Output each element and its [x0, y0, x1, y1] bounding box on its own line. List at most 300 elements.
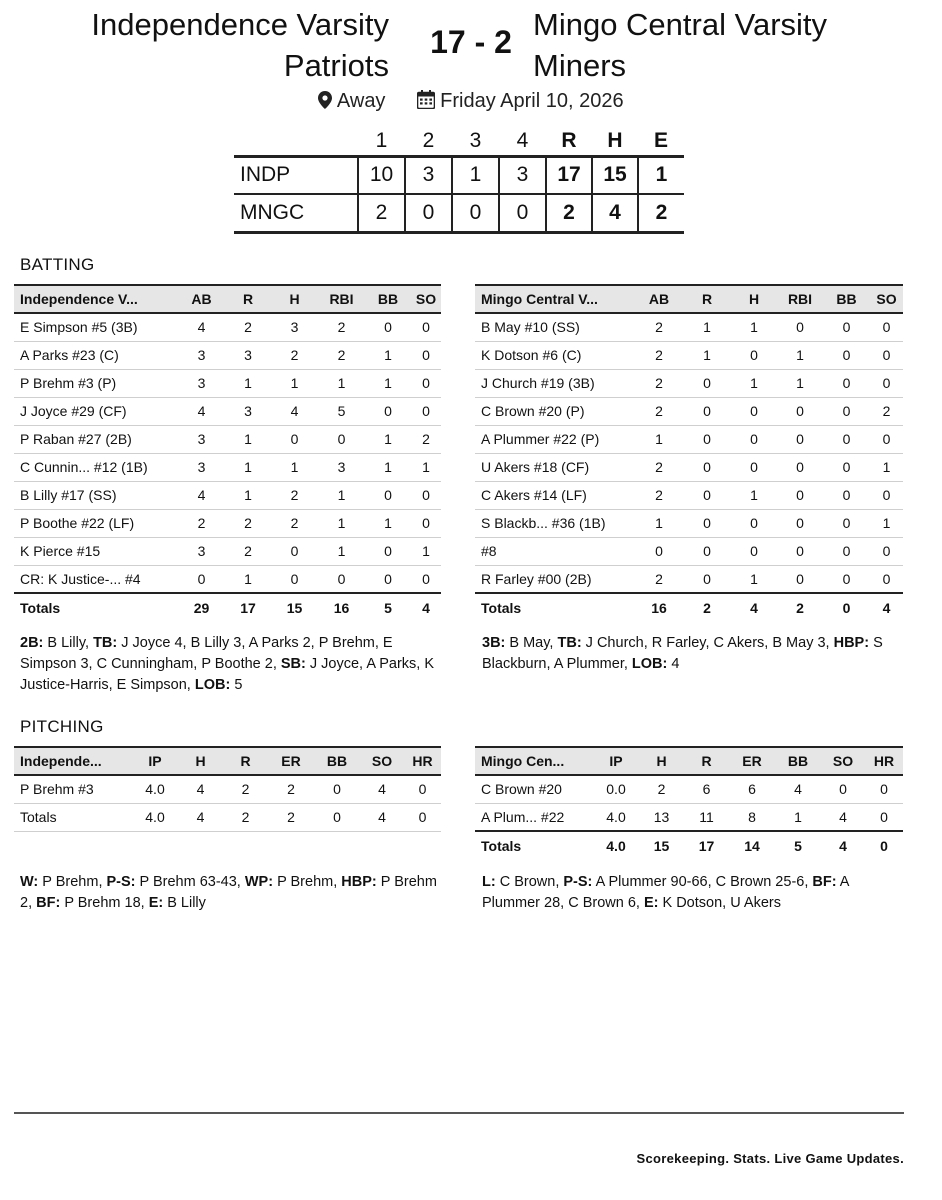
stat-cell: 4 [821, 803, 865, 831]
stat-cell: 1 [777, 341, 823, 369]
column-header: R [223, 747, 268, 775]
linescore-cell: 1 [452, 156, 499, 194]
stat-cell: 4 [178, 397, 225, 425]
stat-cell: 0 [777, 313, 823, 341]
stat-cell: 1 [318, 537, 365, 565]
stat-cell: 0 [683, 481, 731, 509]
note-label: BF: [36, 895, 61, 911]
stat-cell: 1 [870, 453, 903, 481]
stat-cell: 2 [318, 313, 365, 341]
totals-label: Totals [475, 831, 593, 859]
note-text: S Blackburn, A Plummer, [482, 635, 883, 672]
table-row [14, 369, 441, 397]
stat-cell: 0 [411, 341, 441, 369]
totals-cell: 4 [178, 803, 223, 831]
note-text: A Plummer 28, C Brown 6, [482, 874, 849, 911]
totals-cell: 2 [223, 803, 268, 831]
table-row [14, 453, 441, 481]
column-header: RBI [318, 285, 365, 313]
player-name: B Lilly #17 (SS) [14, 481, 178, 509]
player-name: A Parks #23 (C) [14, 341, 178, 369]
stat-cell: 0.0 [593, 775, 639, 803]
stat-cell: 2 [271, 341, 318, 369]
player-name: #8 [475, 537, 635, 565]
stat-cell: 2 [635, 453, 683, 481]
stat-cell: 2 [318, 341, 365, 369]
stat-cell: 2 [271, 509, 318, 537]
stat-cell: 0 [731, 425, 777, 453]
player-name: C Brown #20 (P) [475, 397, 635, 425]
table-row [475, 341, 903, 369]
linescore-cell: 4 [592, 194, 638, 232]
column-header: RBI [777, 285, 823, 313]
final-score: 17 - 2 [430, 24, 512, 60]
footer-divider [14, 1112, 904, 1114]
player-name: C Brown #20 [475, 775, 593, 803]
player-name: C Akers #14 (LF) [475, 481, 635, 509]
stat-cell: 0 [777, 453, 823, 481]
stat-cell: 1 [271, 453, 318, 481]
stat-cell: 0 [777, 397, 823, 425]
stat-cell: 4 [775, 775, 821, 803]
stat-cell: 1 [731, 481, 777, 509]
stat-cell: 0 [870, 341, 903, 369]
totals-cell: 17 [225, 593, 271, 621]
stat-cell: 2 [635, 481, 683, 509]
stat-cell: 2 [225, 509, 271, 537]
table-row [14, 509, 441, 537]
stat-cell: 2 [268, 775, 314, 803]
stat-cell: 0 [777, 537, 823, 565]
note-label: TB: [93, 635, 118, 651]
column-header: H [731, 285, 777, 313]
note-text: 5 [230, 677, 243, 693]
note-label: BF: [812, 874, 837, 890]
stat-cell: 4 [178, 313, 225, 341]
table-row [14, 341, 441, 369]
player-name: B May #10 (SS) [475, 313, 635, 341]
stat-cell: 1 [271, 369, 318, 397]
stat-cell: 3 [178, 369, 225, 397]
table-team-header: Mingo Cen... [475, 747, 593, 775]
stat-cell: 6 [729, 775, 775, 803]
linescore-header-cell: 2 [422, 129, 435, 153]
stat-cell: 0 [365, 565, 411, 593]
linescore-cell: 1 [638, 156, 684, 194]
player-name: P Raban #27 (2B) [14, 425, 178, 453]
stat-cell: 0 [365, 397, 411, 425]
table-row [475, 453, 903, 481]
column-header: BB [314, 747, 360, 775]
totals-label: Totals [14, 593, 178, 621]
stat-cell: 1 [870, 509, 903, 537]
totals-cell: 4 [821, 831, 865, 859]
note-label: P-S: [106, 874, 136, 890]
stat-cell: 0 [683, 565, 731, 593]
note-text: J Joyce 4, B Lilly 3, A Parks 2, P Brehm, E Simpson 3, C Cunningham, P Boothe 2, [20, 635, 393, 672]
table-row [14, 481, 441, 509]
totals-cell: 16 [635, 593, 683, 621]
note-label: SB: [280, 656, 306, 672]
stat-cell: 0 [870, 313, 903, 341]
stat-cell: 0 [823, 509, 870, 537]
note-text: K Dotson, U Akers [658, 895, 781, 911]
totals-cell: 0 [865, 831, 903, 859]
stat-cell: 4 [178, 481, 225, 509]
stat-cell: 1 [225, 369, 271, 397]
stat-cell: 1 [225, 481, 271, 509]
stat-cell: 2 [639, 775, 684, 803]
note-text: B Lilly, [43, 635, 94, 651]
totals-cell: 4.0 [593, 831, 639, 859]
totals-cell: 2 [777, 593, 823, 621]
stat-cell: 0 [683, 397, 731, 425]
stat-cell: 3 [178, 341, 225, 369]
stat-cell: 4 [178, 775, 223, 803]
linescore-row [234, 194, 684, 232]
home-team-line2: Patriots [283, 48, 389, 83]
stat-cell: 0 [411, 313, 441, 341]
note-label: HBP: [833, 635, 870, 651]
column-header: AB [635, 285, 683, 313]
pitching-section-title: PITCHING [20, 717, 104, 736]
table-row [475, 803, 903, 831]
table-row [14, 565, 441, 593]
linescore-cell: 2 [546, 194, 592, 232]
stat-cell: 0 [731, 537, 777, 565]
table-row [475, 369, 903, 397]
stat-cell: 0 [683, 453, 731, 481]
stat-cell: 0 [823, 425, 870, 453]
player-name: P Boothe #22 (LF) [14, 509, 178, 537]
stat-cell: 0 [823, 481, 870, 509]
stat-cell: 0 [318, 565, 365, 593]
totals-cell: 4 [360, 803, 404, 831]
totals-cell: 5 [775, 831, 821, 859]
player-name: P Brehm #3 [14, 775, 132, 803]
note-label: L: [482, 874, 496, 890]
column-header: R [683, 285, 731, 313]
stat-cell: 1 [365, 425, 411, 453]
player-name: K Pierce #15 [14, 537, 178, 565]
totals-cell: 0 [823, 593, 870, 621]
stat-cell: 0 [314, 775, 360, 803]
stat-cell: 1 [225, 425, 271, 453]
column-header: H [639, 747, 684, 775]
stat-cell: 0 [683, 425, 731, 453]
note-label: E: [643, 895, 659, 911]
stat-cell: 1 [365, 509, 411, 537]
linescore-team: INDP [234, 156, 358, 194]
player-name: A Plum... #22 [475, 803, 593, 831]
stat-cell: 0 [777, 481, 823, 509]
column-header: R [225, 285, 271, 313]
stat-cell: 0 [731, 397, 777, 425]
stat-cell: 1 [683, 341, 731, 369]
batting-notes-away [482, 633, 902, 675]
stat-cell: 2 [870, 397, 903, 425]
stat-cell: 13 [639, 803, 684, 831]
table-row [14, 397, 441, 425]
totals-cell: 4 [731, 593, 777, 621]
stat-cell: 0 [731, 341, 777, 369]
note-label: E: [148, 895, 164, 911]
batting-section-title: BATTING [20, 255, 95, 274]
stat-cell: 2 [225, 537, 271, 565]
note-text: P Brehm, [273, 874, 342, 890]
totals-cell: 0 [314, 803, 360, 831]
stat-cell: 0 [870, 425, 903, 453]
stat-cell: 0 [777, 565, 823, 593]
stat-cell: 1 [731, 565, 777, 593]
note-text: P Brehm 2, [20, 874, 437, 911]
note-text: A Plummer 90-66, C Brown 25-6, [592, 874, 813, 890]
stat-cell: 1 [635, 425, 683, 453]
linescore-cell: 10 [358, 156, 405, 194]
player-name: CR: K Justice-... #4 [14, 565, 178, 593]
stat-cell: 1 [775, 803, 821, 831]
pitching-notes-home [20, 872, 445, 914]
stat-cell: 0 [683, 509, 731, 537]
batting-notes-home [20, 633, 445, 696]
stat-cell: 3 [178, 425, 225, 453]
column-header: SO [821, 747, 865, 775]
game-date: Friday April 10, 2026 [440, 90, 624, 112]
table-header-row [475, 747, 903, 775]
column-header: SO [411, 285, 441, 313]
calendar-icon [417, 90, 435, 115]
stat-cell: 1 [731, 369, 777, 397]
column-header: R [684, 747, 729, 775]
linescore-cell: 17 [546, 156, 592, 194]
stat-cell: 0 [318, 425, 365, 453]
stat-cell: 0 [731, 509, 777, 537]
player-name: S Blackb... #36 (1B) [475, 509, 635, 537]
stat-cell: 5 [318, 397, 365, 425]
column-header: IP [593, 747, 639, 775]
location-pin-icon [318, 91, 332, 115]
note-text: J Church, R Farley, C Akers, B May 3, [581, 635, 834, 651]
stat-cell: 4.0 [132, 775, 178, 803]
totals-row [14, 803, 441, 831]
column-header: HR [404, 747, 441, 775]
table-row [475, 775, 903, 803]
column-header: BB [775, 747, 821, 775]
stat-cell: 3 [225, 341, 271, 369]
stat-cell: 0 [870, 565, 903, 593]
stat-cell: 2 [223, 775, 268, 803]
stat-cell: 0 [865, 775, 903, 803]
table-row [14, 425, 441, 453]
stat-cell: 0 [823, 565, 870, 593]
linescore-cell: 3 [499, 156, 546, 194]
table-header-row [14, 285, 441, 313]
player-name: J Church #19 (3B) [475, 369, 635, 397]
totals-cell: 2 [268, 803, 314, 831]
note-text: P Brehm, [38, 874, 107, 890]
player-name: P Brehm #3 (P) [14, 369, 178, 397]
stat-cell: 2 [635, 369, 683, 397]
stat-cell: 1 [318, 369, 365, 397]
stat-cell: 0 [823, 537, 870, 565]
stat-cell: 0 [411, 369, 441, 397]
stat-cell: 0 [823, 341, 870, 369]
table-row [475, 537, 903, 565]
stat-cell: 1 [365, 341, 411, 369]
stat-cell: 2 [635, 397, 683, 425]
player-name: E Simpson #5 (3B) [14, 313, 178, 341]
stat-cell: 2 [271, 481, 318, 509]
stat-cell: 0 [870, 369, 903, 397]
table-header-row [475, 285, 903, 313]
away-team-line2: Miners [533, 48, 627, 83]
note-label: P-S: [563, 874, 593, 890]
stat-cell: 0 [870, 537, 903, 565]
table-row [14, 775, 441, 803]
player-name: K Dotson #6 (C) [475, 341, 635, 369]
stat-cell: 0 [731, 453, 777, 481]
column-header: HR [865, 747, 903, 775]
player-name: A Plummer #22 (P) [475, 425, 635, 453]
note-label: TB: [557, 635, 582, 651]
batting-table-home [14, 284, 441, 621]
note-text: C Brown, [495, 874, 564, 890]
stat-cell: 1 [365, 369, 411, 397]
linescore-header-cell: H [607, 129, 623, 153]
totals-cell: 4.0 [132, 803, 178, 831]
stat-cell: 0 [411, 509, 441, 537]
linescore-header-cell: E [653, 129, 668, 153]
stat-cell: 3 [178, 537, 225, 565]
linescore-team: MNGC [234, 194, 358, 232]
column-header: BB [823, 285, 870, 313]
stat-cell: 1 [225, 453, 271, 481]
linescore-cell: 0 [452, 194, 499, 232]
column-header: H [271, 285, 318, 313]
stat-cell: 2 [635, 565, 683, 593]
pitching-table-home [14, 746, 441, 832]
stat-cell: 0 [411, 397, 441, 425]
note-text: P Brehm 63-43, [135, 874, 245, 890]
note-label: W: [20, 874, 39, 890]
linescore-header-cell: 1 [375, 129, 388, 153]
stat-cell: 2 [635, 313, 683, 341]
linescore-header-cell: R [561, 129, 577, 153]
stat-cell: 2 [411, 425, 441, 453]
stat-cell: 6 [684, 775, 729, 803]
stat-cell: 2 [225, 313, 271, 341]
stat-cell: 1 [635, 509, 683, 537]
table-team-header: Independence V... [14, 285, 178, 313]
away-team-line1: Mingo Central Varsity [533, 7, 828, 42]
stat-cell: 0 [870, 481, 903, 509]
column-header: SO [360, 747, 404, 775]
note-label: WP: [244, 874, 274, 890]
stat-cell: 0 [683, 537, 731, 565]
note-text: P Brehm 18, [60, 895, 149, 911]
stat-cell: 0 [365, 313, 411, 341]
table-team-header: Independe... [14, 747, 132, 775]
pitching-table-away [475, 746, 903, 859]
stat-cell: 0 [777, 509, 823, 537]
stat-cell: 4 [360, 775, 404, 803]
totals-cell: 15 [271, 593, 318, 621]
stat-cell: 0 [683, 369, 731, 397]
stat-cell: 1 [411, 537, 441, 565]
stat-cell: 1 [731, 313, 777, 341]
totals-label: Totals [475, 593, 635, 621]
note-label: LOB: [631, 656, 668, 672]
stat-cell: 0 [365, 481, 411, 509]
column-header: H [178, 747, 223, 775]
column-header: ER [729, 747, 775, 775]
note-text: 4 [667, 656, 680, 672]
stat-cell: 3 [225, 397, 271, 425]
stat-cell: 0 [823, 369, 870, 397]
note-text: B May, [505, 635, 558, 651]
stat-cell: 1 [318, 481, 365, 509]
linescore-cell: 0 [499, 194, 546, 232]
table-row [475, 313, 903, 341]
table-team-header: Mingo Central V... [475, 285, 635, 313]
totals-label: Totals [14, 803, 132, 831]
totals-row [14, 593, 441, 621]
player-name: U Akers #18 (CF) [475, 453, 635, 481]
away-team-name [533, 4, 827, 86]
table-row [475, 425, 903, 453]
stat-cell: 0 [635, 537, 683, 565]
totals-cell: 29 [178, 593, 225, 621]
linescore-header-cell: 4 [516, 129, 529, 153]
stat-cell: 0 [365, 537, 411, 565]
totals-cell: 2 [683, 593, 731, 621]
table-row [475, 565, 903, 593]
stat-cell: 0 [411, 481, 441, 509]
totals-row [475, 831, 903, 859]
player-name: R Farley #00 (2B) [475, 565, 635, 593]
linescore-cell: 2 [358, 194, 405, 232]
column-header: SO [870, 285, 903, 313]
note-label: HBP: [341, 874, 377, 890]
column-header: AB [178, 285, 225, 313]
stat-cell: 1 [318, 509, 365, 537]
note-label: 3B: [482, 635, 506, 651]
column-header: BB [365, 285, 411, 313]
stat-cell: 1 [777, 369, 823, 397]
table-row [475, 509, 903, 537]
stat-cell: 0 [777, 425, 823, 453]
linescore-header-cell: 3 [469, 129, 482, 153]
footer-tagline: Scorekeeping. Stats. Live Game Updates. [636, 1151, 904, 1166]
table-row [475, 481, 903, 509]
note-label: 2B: [20, 635, 44, 651]
totals-cell: 5 [365, 593, 411, 621]
table-row [475, 397, 903, 425]
note-label: LOB: [194, 677, 231, 693]
totals-cell: 4 [411, 593, 441, 621]
home-team-line1: Independence Varsity [91, 7, 389, 42]
totals-row [475, 593, 903, 621]
stat-cell: 0 [823, 453, 870, 481]
linescore-cell: 3 [405, 156, 452, 194]
game-meta [0, 90, 942, 115]
stat-cell: 3 [271, 313, 318, 341]
linescore-cell: 0 [405, 194, 452, 232]
linescore-cell: 2 [638, 194, 684, 232]
stat-cell: 0 [404, 775, 441, 803]
note-text: J Joyce, A Parks, K Justice-Harris, E Simpson, [20, 656, 435, 693]
totals-cell: 17 [684, 831, 729, 859]
